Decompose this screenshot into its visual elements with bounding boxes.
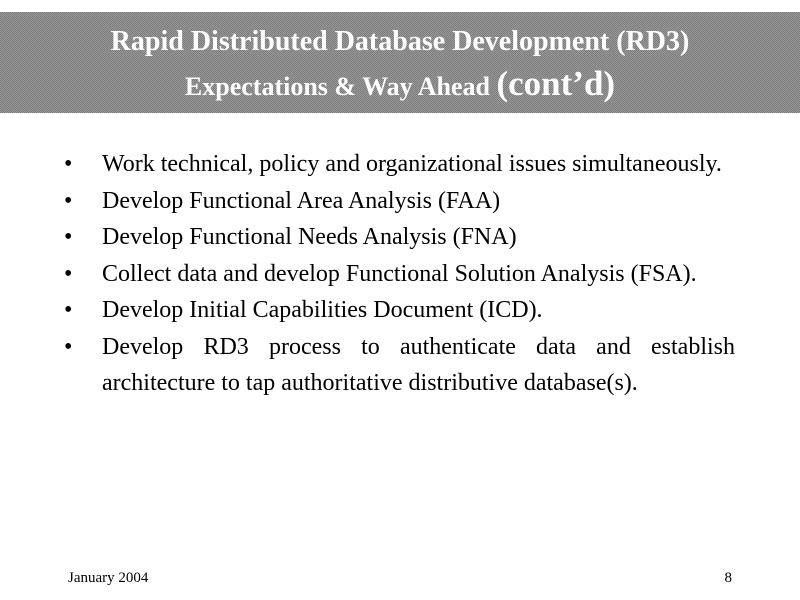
footer-date: January 2004: [68, 570, 149, 586]
title-banner: [0, 12, 800, 113]
bullet-icon: •: [64, 297, 73, 323]
slide-title-line2: [0, 62, 800, 109]
bullet-list: [62, 146, 735, 402]
bullet-icon: •: [64, 187, 73, 214]
bullet-text: Develop Functional Area Analysis (FAA): [102, 187, 501, 214]
bullet-item: [62, 292, 735, 329]
bullet-icon: •: [64, 260, 73, 287]
slide-title-contd: (cont’d): [496, 64, 616, 103]
bullet-item: [62, 329, 735, 402]
bullet-text: Develop Initial Capabilities Document (ICD).: [102, 297, 543, 323]
slide-title-line2-text: Expectations & Way Ahead: [184, 72, 490, 101]
bullet-text: Collect data and develop Functional Solution Analysis (FSA).: [102, 260, 697, 287]
bullet-icon: •: [64, 333, 73, 360]
bullet-text: Develop RD3 process to authenticate data and establish architecture to tap authoritative distributive database(s).: [102, 333, 735, 396]
bullet-text: Develop Functional Needs Analysis (FNA): [102, 224, 517, 250]
slide-title-line1: Rapid Distributed Database Development (RD3): [110, 26, 690, 57]
bullet-icon: •: [64, 151, 73, 177]
footer-page-number: 8: [724, 570, 732, 586]
bullet-text: Work technical, policy and organizational issues simultaneously.: [102, 151, 722, 177]
bullet-icon: •: [64, 224, 73, 250]
bullet-item: [62, 219, 735, 256]
bullet-item: [62, 146, 735, 183]
bullet-item: [62, 256, 735, 293]
bullet-item: [62, 183, 735, 220]
